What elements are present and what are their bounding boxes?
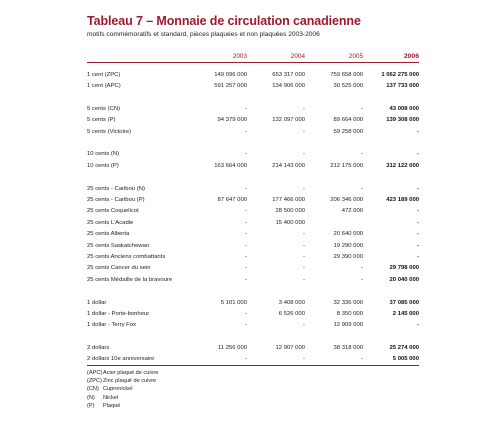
row-value: - xyxy=(305,354,363,366)
row-label: 5 cents (Victoire) xyxy=(87,128,132,135)
row-value: 134 906 000 xyxy=(272,83,305,90)
row-value: - xyxy=(361,265,363,272)
coin-table xyxy=(87,52,419,366)
spacer-row xyxy=(87,285,419,296)
row-label: 5 cents (P) xyxy=(87,117,116,124)
spacer-cell xyxy=(87,285,419,296)
row-value: 11 256 000 xyxy=(217,345,247,352)
row-value: - xyxy=(303,231,305,238)
row-value: - xyxy=(245,185,247,192)
table-row xyxy=(87,308,419,319)
table-row xyxy=(87,115,419,126)
row-label: 1 dollar - Terry Fox xyxy=(87,322,136,329)
row-value: 30 525 000 xyxy=(333,83,363,90)
row-value: 163 664 000 xyxy=(214,162,247,169)
row-value: - xyxy=(417,128,419,135)
spacer-row xyxy=(87,92,419,103)
row-value: - xyxy=(417,208,419,215)
legend-item xyxy=(87,395,158,403)
row-value: 19 290 000 xyxy=(333,242,363,249)
row-label: 25 cents L'Acadie xyxy=(87,219,134,226)
row-value: - xyxy=(303,242,305,249)
row-label: 25 cents - Caribou (N) xyxy=(87,185,145,192)
row-value: 472 000 xyxy=(341,208,363,215)
row-value: 1 062 275 000 xyxy=(381,71,419,78)
legend-text: Cupronickel xyxy=(103,386,133,393)
row-value: - xyxy=(303,151,305,158)
row-label: 1 cent (APC) xyxy=(87,83,121,90)
legend-key: (P) xyxy=(87,402,95,409)
legend-item xyxy=(87,370,158,378)
row-label: 25 cents - Caribou (P) xyxy=(87,196,145,203)
row-value: 5 005 000 xyxy=(363,354,419,366)
spacer-row xyxy=(87,331,419,342)
row-value: 591 257 000 xyxy=(214,83,247,90)
table-header-row xyxy=(87,52,419,63)
row-value: - xyxy=(245,219,247,226)
spacer-row xyxy=(87,172,419,183)
row-value: - xyxy=(417,231,419,238)
legend-text: Nickel xyxy=(103,394,119,401)
legend-key: (ZPC) xyxy=(87,378,102,385)
row-value: 8 350 000 xyxy=(336,310,363,317)
row-value: - xyxy=(303,105,305,112)
table-row xyxy=(87,297,419,308)
row-value: 25 274 000 xyxy=(389,345,419,352)
table-row xyxy=(87,217,419,228)
table-row xyxy=(87,183,419,194)
row-value: - xyxy=(303,253,305,260)
table-row xyxy=(87,103,419,114)
spacer-cell xyxy=(87,137,419,148)
row-value: 177 466 000 xyxy=(272,196,305,203)
row-label: 25 cents Anciens combattants xyxy=(87,253,166,260)
row-value: 212 175 000 xyxy=(330,162,363,169)
page-title: Tableau 7 – Monnaie de circulation canadienne xyxy=(87,14,361,28)
header-blank xyxy=(87,52,187,63)
row-value: 89 664 000 xyxy=(333,117,363,124)
row-value: - xyxy=(245,276,247,283)
row-value: 43 008 000 xyxy=(389,105,419,112)
row-value: 12 909 000 xyxy=(333,322,363,329)
row-value: - xyxy=(303,276,305,283)
table-row xyxy=(87,126,419,137)
row-value: 28 500 000 xyxy=(275,208,305,215)
row-value: - xyxy=(187,354,247,366)
row-value: 29 798 000 xyxy=(389,265,419,272)
row-value: - xyxy=(245,151,247,158)
table-row xyxy=(87,354,419,366)
row-value: 137 733 000 xyxy=(386,83,419,90)
row-label: 25 cents Coquelicot xyxy=(87,208,139,215)
row-value: 38 318 000 xyxy=(333,345,363,352)
row-value: - xyxy=(245,253,247,260)
row-value: - xyxy=(361,151,363,158)
row-value: - xyxy=(361,276,363,283)
row-value: - xyxy=(303,265,305,272)
table-row xyxy=(87,320,419,331)
row-value: 132 097 000 xyxy=(272,117,305,124)
legend-text: Zinc plaqué de cuivre xyxy=(103,378,157,385)
page-subtitle: motifs commémoratifs et standard, pièces plaquées et non plaquées 2003-2006 xyxy=(87,31,320,38)
row-value: - xyxy=(245,128,247,135)
row-label: 5 cents (CN) xyxy=(87,105,121,112)
row-value: - xyxy=(417,253,419,260)
row-label: 25 cents Médaille de la bravoure xyxy=(87,276,173,283)
row-value: 2 145 000 xyxy=(392,310,419,317)
table-row xyxy=(87,194,419,205)
row-value: - xyxy=(245,265,247,272)
row-label: 10 cents (N) xyxy=(87,151,120,158)
row-label: 2 dollars xyxy=(87,345,110,352)
row-value: 149 096 000 xyxy=(214,71,247,78)
row-label: 10 cents (P) xyxy=(87,162,119,169)
table-row xyxy=(87,206,419,217)
row-value: 5 101 000 xyxy=(220,299,247,306)
table-row xyxy=(87,251,419,262)
row-value: - xyxy=(303,322,305,329)
spacer-row xyxy=(87,137,419,148)
legend-key: (APC) xyxy=(87,370,103,376)
row-value: - xyxy=(361,105,363,112)
row-value: 12 907 000 xyxy=(275,345,305,352)
row-value: - xyxy=(245,231,247,238)
legend-key: (CN) xyxy=(87,386,99,393)
header-year: 2004 xyxy=(247,52,305,63)
row-value: - xyxy=(245,242,247,249)
row-value: 29 390 000 xyxy=(333,253,363,260)
row-value: 206 346 000 xyxy=(330,196,363,203)
row-label: 1 dollar xyxy=(87,299,107,306)
row-value: 37 085 000 xyxy=(389,299,419,306)
row-label: 1 cent (ZPC) xyxy=(87,71,121,78)
row-label: 25 cents Cancer du sein xyxy=(87,265,151,272)
row-value: 94 379 000 xyxy=(217,117,247,124)
table-row xyxy=(87,342,419,353)
row-value: 759 658 000 xyxy=(330,71,363,78)
spacer-cell xyxy=(87,331,419,342)
row-value: - xyxy=(247,354,305,366)
row-value: - xyxy=(417,219,419,226)
row-value: 139 308 000 xyxy=(386,117,419,124)
row-value: 6 526 000 xyxy=(278,310,305,317)
legend-item xyxy=(87,403,158,411)
legend-item xyxy=(87,386,158,394)
row-value: - xyxy=(245,310,247,317)
legend-item xyxy=(87,378,158,386)
row-value: 32 336 000 xyxy=(333,299,363,306)
row-value xyxy=(305,217,363,228)
table-row xyxy=(87,160,419,171)
row-value: 87 647 000 xyxy=(217,196,247,203)
table-body xyxy=(87,63,419,366)
table-row xyxy=(87,263,419,274)
row-value: - xyxy=(245,105,247,112)
table-row xyxy=(87,80,419,91)
table-row xyxy=(87,240,419,251)
table-row xyxy=(87,149,419,160)
row-value: - xyxy=(361,185,363,192)
legend-text: Acier plaqué de cuivre xyxy=(103,370,159,376)
row-value: - xyxy=(417,242,419,249)
header-year: 2006 xyxy=(363,52,419,63)
row-value: 653 317 000 xyxy=(272,71,305,78)
header-year: 2005 xyxy=(305,52,363,63)
row-value: 214 143 000 xyxy=(272,162,305,169)
legend-key: (N) xyxy=(87,394,95,401)
row-value: 312 122 000 xyxy=(386,162,419,169)
table-row xyxy=(87,228,419,239)
legend-text: Plaqué xyxy=(103,402,121,409)
row-value: 15 400 000 xyxy=(275,219,305,226)
spacer-cell xyxy=(87,92,419,103)
row-value: 423 189 000 xyxy=(386,196,419,203)
row-value: 20 040 000 xyxy=(389,276,419,283)
row-value: - xyxy=(245,322,247,329)
row-value: - xyxy=(303,128,305,135)
row-value: - xyxy=(417,322,419,329)
row-label: 25 cents Alberta xyxy=(87,231,130,238)
row-value: 59 258 000 xyxy=(333,128,363,135)
row-label: 2 dollars 10e anniversaire xyxy=(87,354,187,366)
row-value: - xyxy=(303,185,305,192)
row-value: - xyxy=(417,185,419,192)
header-year: 2003 xyxy=(187,52,247,63)
row-label: 25 cents Saskatchewan xyxy=(87,242,150,249)
spacer-cell xyxy=(87,172,419,183)
row-value: 3 408 000 xyxy=(278,299,305,306)
row-value: - xyxy=(417,151,419,158)
legend xyxy=(87,370,158,411)
table-row xyxy=(87,274,419,285)
row-value: - xyxy=(245,208,247,215)
row-value: 20 640 000 xyxy=(333,231,363,238)
row-label: 1 dollar - Porte-bonheur xyxy=(87,310,150,317)
table-row xyxy=(87,69,419,80)
